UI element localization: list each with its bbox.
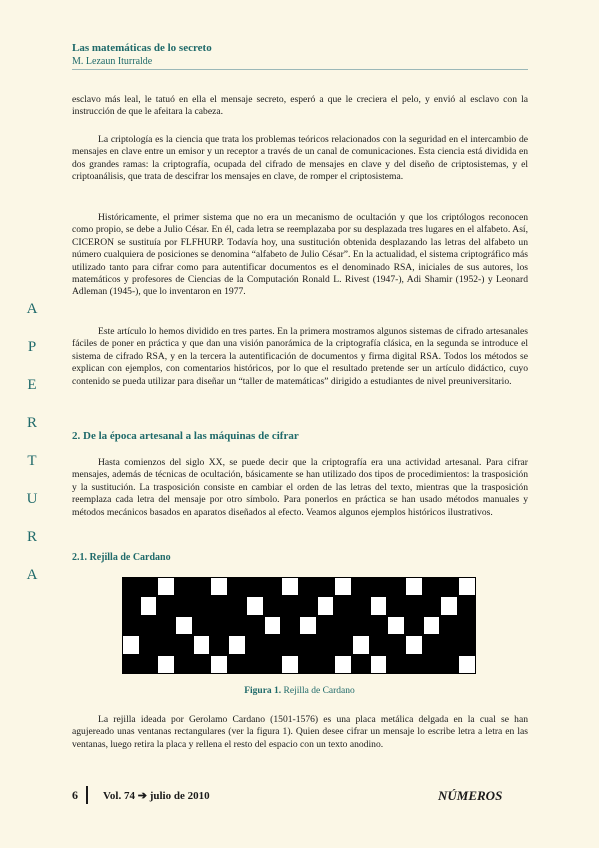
grille-cell <box>299 655 317 674</box>
paragraph <box>72 457 528 519</box>
grille-cell <box>458 596 476 615</box>
volume-info: Vol. 74 ➔ julio de 2010 <box>103 790 210 802</box>
figure-label: Figura 1. <box>244 686 282 696</box>
grille-cell <box>352 616 370 635</box>
subsection-heading: 2.1. Rejilla de Cardano <box>72 552 171 563</box>
grille-cell <box>193 655 211 674</box>
grille-cell <box>175 635 193 654</box>
side-letter: U <box>26 491 38 507</box>
grille-window <box>281 655 299 674</box>
grille-window <box>210 655 228 674</box>
footer-divider <box>86 786 88 804</box>
grille-cell <box>264 577 282 596</box>
grille-cell <box>264 635 282 654</box>
running-title: Las matemáticas de lo secreto <box>72 42 212 54</box>
grille-cell <box>458 635 476 654</box>
grille-cell <box>423 635 441 654</box>
grille-cell <box>370 577 388 596</box>
grille-cell <box>246 577 264 596</box>
grille-cell <box>317 655 335 674</box>
grille-cell <box>193 596 211 615</box>
paragraph <box>72 212 528 299</box>
grille-cell <box>299 596 317 615</box>
grille-window <box>334 655 352 674</box>
grille-window <box>299 616 317 635</box>
side-section-label <box>22 290 42 594</box>
grille-cell <box>317 635 335 654</box>
grille-cell <box>423 655 441 674</box>
paragraph-text: La criptología es la ciencia que trata los problemas teóricos relacionados con la seguridad en el intercambio de mensajes en clave entre un emisor y un receptor a través de un canal de comunicaciones. Esta ciencia está dividida en dos grandes ramas: la criptografía, ocupada del cifrado de mensajes en clave y del diseño de criptosistemas, y el criptoanálisis, que trata de descifrar los mensajes en clave, de romper el criptosistema. <box>72 134 528 183</box>
grille-window <box>193 635 211 654</box>
grille-cell <box>334 635 352 654</box>
grille-cell <box>423 577 441 596</box>
grille-window <box>405 635 423 654</box>
grille-cell <box>299 635 317 654</box>
side-letter: T <box>27 453 37 469</box>
paragraph <box>72 94 528 119</box>
grille-window <box>370 596 388 615</box>
grille-cell <box>317 577 335 596</box>
grille-window <box>246 596 264 615</box>
grille-window <box>157 577 175 596</box>
grille-cell <box>228 577 246 596</box>
grille-cell <box>228 616 246 635</box>
grille-cell <box>157 596 175 615</box>
grille-cell <box>264 655 282 674</box>
grille-cell <box>175 655 193 674</box>
grille-cell <box>405 655 423 674</box>
grille-cell <box>140 635 158 654</box>
grille-cell <box>334 616 352 635</box>
grille-window <box>458 655 476 674</box>
grille-cell <box>440 616 458 635</box>
grille-cell <box>352 655 370 674</box>
grille-window <box>140 596 158 615</box>
side-letter: A <box>26 567 38 583</box>
grille-window <box>210 577 228 596</box>
paragraph <box>72 326 528 388</box>
journal-name: NÚMEROS <box>438 788 503 803</box>
grille-cell <box>370 635 388 654</box>
page-number: 6 <box>72 788 78 802</box>
grille-cell <box>387 635 405 654</box>
grille-window <box>334 577 352 596</box>
grille-cell <box>157 635 175 654</box>
grille-window <box>157 655 175 674</box>
grille-cell <box>334 596 352 615</box>
grille-window <box>387 616 405 635</box>
grille-cell <box>140 577 158 596</box>
grille-window <box>228 635 246 654</box>
grille-cell <box>157 616 175 635</box>
grille-cell <box>440 635 458 654</box>
grille-cell <box>140 655 158 674</box>
grille-cell <box>423 596 441 615</box>
grille-cell <box>122 655 140 674</box>
grille-window <box>352 635 370 654</box>
cardano-grille-figure <box>122 577 476 674</box>
grille-cell <box>387 577 405 596</box>
grille-window <box>458 577 476 596</box>
grille-cell <box>175 596 193 615</box>
grille-cell <box>387 655 405 674</box>
paragraph-text: esclavo más leal, le tatuó en ella el mensaje secreto, esperó a que le creciera el pelo, y envió al esclavo con la instrucción de que le afeitara la cabeza. <box>72 94 528 118</box>
grille-cell <box>122 616 140 635</box>
grille-cell <box>440 577 458 596</box>
grille-cell <box>246 616 264 635</box>
grille-cell <box>246 635 264 654</box>
grille-cell <box>210 596 228 615</box>
grille-cell <box>458 616 476 635</box>
grille-window <box>440 596 458 615</box>
paragraph <box>72 134 528 184</box>
grille-cell <box>210 635 228 654</box>
paragraph-text: Este artículo lo hemos dividido en tres partes. En la primera mostramos algunos sistemas de cifrado artesanales fáciles de poner en práctica y que dan una visión panorámica de la criptografía clásica, en la segunda se introduce el sistema de cifrado RSA, y en la tercera la autentificación de documentos y firma digital RSA. Todos los métodos se explican con ejemplos, con comentarios históricos, por lo que el resultado pretende ser un artículo didáctico, cuyo contenido se pueda utilizar para diseñar un “taller de matemáticas” dirigido a estudiantes de nivel preuniversitario. <box>72 326 528 387</box>
grille-cell <box>299 577 317 596</box>
side-letter: E <box>27 377 37 393</box>
grille-cell <box>352 596 370 615</box>
grille-cell <box>317 616 335 635</box>
side-letter: R <box>26 415 37 431</box>
grille-window <box>281 577 299 596</box>
grille-cell <box>122 596 140 615</box>
grille-cell <box>175 577 193 596</box>
grille-cell <box>387 596 405 615</box>
grille-cell <box>405 596 423 615</box>
grille-cell <box>210 616 228 635</box>
side-letter: A <box>26 301 38 317</box>
grille-window <box>317 596 335 615</box>
grille-cell <box>264 596 282 615</box>
grille-cell <box>228 655 246 674</box>
grille-window <box>122 635 140 654</box>
grille-cell <box>440 655 458 674</box>
figure-caption-text: Rejilla de Cardano <box>283 686 355 696</box>
section-heading: 2. De la época artesanal a las máquinas de cifrar <box>72 430 299 442</box>
side-letter: R <box>26 529 37 545</box>
grille-cell <box>193 577 211 596</box>
grille-cell <box>352 577 370 596</box>
paragraph-text: La rejilla ideada por Gerolamo Cardano (1501-1576) es una placa metálica delgada en la cual se han agujereado unas ventanas rectangulares (ver la figura 1). Quien desee cifrar un mensaje lo escribe letra a letra en las ventanas, luego retira la placa y rellena el resto del espacio con un texto anodino. <box>72 714 528 750</box>
grille-window <box>405 577 423 596</box>
grille-window <box>423 616 441 635</box>
paragraph-text: Históricamente, el primer sistema que no era un mecanismo de ocultación y que los criptólogos reconocen como propio, se debe a Julio César. En él, cada letra se reemplazaba por su desplazada tres lugares en el alfabeto. Así, CICERON se sustituía por FLFHURP. Todavía hoy, una sustitución obtenida desplazando las letras del alfabeto un número cualquiera de posiciones se denomina “alfabeto de Julio César”. En la actualidad, el sistema criptográfico más utilizado tanto para cifrar como para autentificar documentos es el denominado RSA, iniciales de sus autores, los matemáticos y profesores de Ciencias de la Computación Ronald L. Rivest (1947-), Adi Shamir (1952-) y Leonard Adleman (1945-), que lo inventaron en 1977. <box>72 212 528 298</box>
side-letter: P <box>27 339 37 355</box>
grille-cell <box>193 616 211 635</box>
grille-cell <box>281 635 299 654</box>
grille-window <box>370 655 388 674</box>
grille-cell <box>122 577 140 596</box>
grille-cell <box>140 616 158 635</box>
grille-window <box>264 616 282 635</box>
grille-cell <box>370 616 388 635</box>
header-rule <box>72 69 528 70</box>
running-author: M. Lezaun Iturralde <box>72 56 153 67</box>
paragraph <box>72 714 528 751</box>
figure-caption <box>0 686 599 696</box>
paragraph-text: Hasta comienzos del siglo XX, se puede decir que la criptografía era una actividad artesanal. Para cifrar mensajes, además de técnicas de ocultación, básicamente se han utilizado dos tipos de procedimientos: la trasposición y la sustitución. La trasposición consiste en cambiar el orden de las letras del texto, mientras que la trasposición reemplaza cada letra del mensaje por otro símbolo. Para ponerlos en práctica se han usado métodos manuales y métodos mecánicos basados en aparatos diseñados al efecto. Veamos algunos ejemplos históricos ilustrativos. <box>72 457 528 518</box>
grille-cell <box>228 596 246 615</box>
grille-cell <box>405 616 423 635</box>
grille-cell <box>281 616 299 635</box>
grille-cell <box>281 596 299 615</box>
grille-window <box>175 616 193 635</box>
grille-cell <box>246 655 264 674</box>
